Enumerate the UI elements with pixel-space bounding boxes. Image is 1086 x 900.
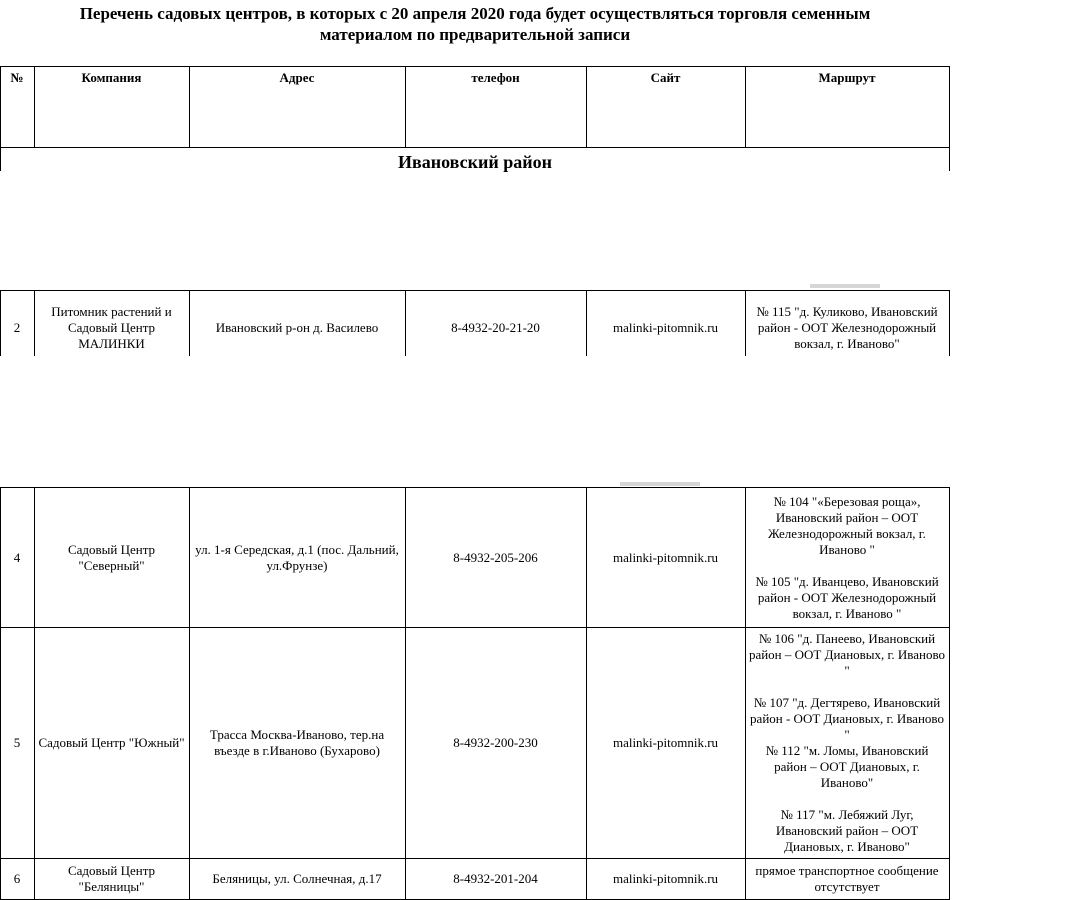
row-4-route — [745, 488, 949, 627]
header-company: Компания — [81, 70, 142, 85]
route-text: № 107 "д. Дегтярево, Ивановский район - ООТ Диановых, г. Иваново " — [750, 695, 944, 742]
row-2-route — [745, 300, 949, 356]
header-route: Маршрут — [818, 70, 876, 85]
row-5-route — [745, 628, 949, 858]
row-4-num: 4 — [13, 549, 21, 565]
document-title — [0, 3, 950, 45]
row-6-route — [745, 859, 949, 899]
route-text: № 104 "«Березовая роща», Ивановский район – ООТ Железнодорожный вокзал, г. Иваново " — [768, 493, 926, 557]
col-divider — [949, 487, 950, 900]
row-4-phone: 8-4932-205-206 — [453, 549, 538, 565]
row-4-address: ул. 1-я Середская, д.1 (пос. Дальний, ул.Фрунзе) — [195, 541, 399, 573]
route-text: № 105 "д. Иванцево, Ивановский район - ООТ Железнодорожный вокзал, г. Иваново " — [755, 573, 939, 621]
section-heading: Ивановский район — [398, 152, 552, 172]
row-5-site: malinki-pitomnik.ru — [612, 735, 719, 750]
row-6-phone: 8-4932-201-204 — [453, 871, 538, 886]
row-4-company: Садовый Центр "Северный" — [67, 541, 156, 573]
header-address: Адрес — [279, 70, 315, 85]
row-2-phone: 8-4932-20-21-20 — [451, 320, 540, 335]
route-text: № 117 "м. Лебяжий Луг, Ивановский район – ООТ Диановых, г. Иваново" — [775, 807, 919, 854]
header-bottom-border — [0, 147, 950, 148]
row-2-address: Ивановский р-он д. Василево — [215, 320, 379, 335]
row-2-num: 2 — [13, 320, 21, 335]
title-line-2: материалом по предварительной записи — [319, 25, 631, 44]
route-text: № 112 "м. Ломы, Ивановский район – ООТ Диановых, г. Иваново" — [765, 743, 929, 790]
row-6-site: malinki-pitomnik.ru — [612, 871, 719, 886]
row-6-num: 6 — [13, 871, 21, 886]
row-5-address: Трасса Москва-Иваново, тер.на въезде в г.Иваново (Бухарово) — [209, 727, 385, 758]
row-5-phone: 8-4932-200-230 — [453, 735, 538, 750]
row-2-company: Питомник растений и Садовый Центр МАЛИНКИ — [51, 304, 172, 351]
scan-artifact — [620, 482, 700, 486]
route-text: № 106 "д. Панеево, Ивановский район – ООТ Диановых, г. Иваново " — [748, 631, 946, 678]
table-top-border — [0, 66, 950, 67]
title-line-1: Перечень садовых центров, в которых с 20 апреля 2020 года будет осуществляться торговля семенным — [79, 4, 871, 23]
scan-artifact — [810, 284, 880, 288]
row-2-site: malinki-pitomnik.ru — [612, 320, 719, 335]
header-num: № — [10, 70, 24, 85]
row-5-company: Садовый Центр "Южный" — [38, 735, 185, 750]
row-5-num: 5 — [13, 735, 21, 750]
header-phone: телефон — [471, 70, 520, 85]
row-border — [0, 290, 950, 291]
route-text: № 115 "д. Куликово, Ивановский район - ООТ Железнодорожный вокзал, г. Иваново" — [756, 304, 938, 351]
route-text: прямое транспортное сообщение отсутствует — [755, 863, 939, 894]
row-6-address: Беляницы, ул. Солнечная, д.17 — [212, 871, 382, 886]
row-6-company: Садовый Центр "Беляницы" — [67, 863, 156, 894]
header-site: Сайт — [650, 70, 681, 85]
col-divider — [949, 290, 950, 356]
row-4-site: malinki-pitomnik.ru — [612, 549, 719, 565]
